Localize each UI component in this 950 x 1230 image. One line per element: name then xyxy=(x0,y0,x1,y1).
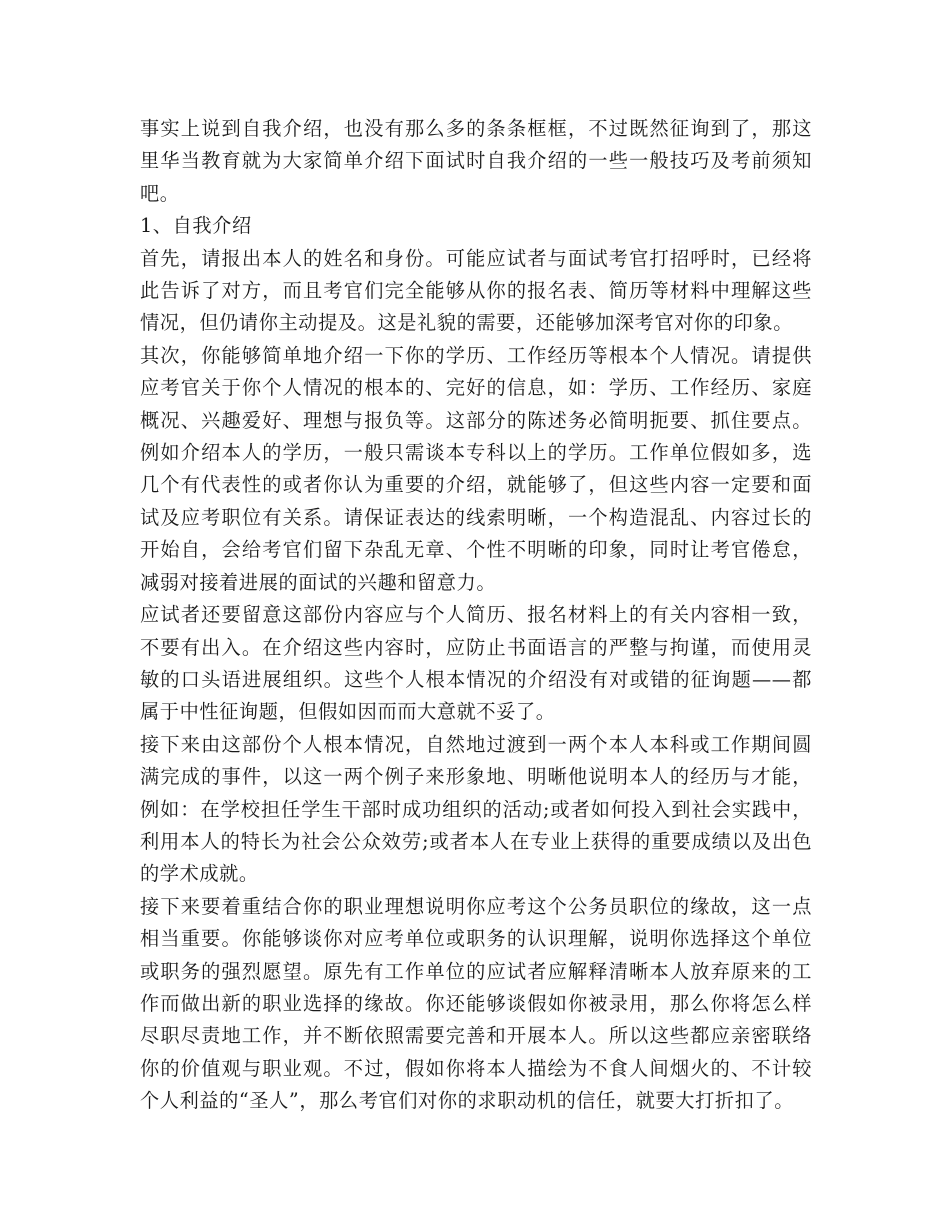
section-heading: 1、自我介绍 xyxy=(140,214,252,238)
body-paragraph: 首先，请报出本人的姓名和身份。可能应试者与面试考官打招呼时，已经将此告诉了对方，而且考官们完全能够从你的报名表、简历等材料中理解这些情况，但仍请你主动提及。这是礼貌的需要，还能够加深考官对你的印象。 xyxy=(140,246,812,335)
document-body xyxy=(140,113,812,1118)
body-paragraph: 应试者还要留意这部份内容应与个人简历、报名材料上的有关内容相一致，不要有出入。在介绍这些内容时，应防止书面语言的严整与拘谨，而使用灵敏的口头语进展组织。这些个人根本情况的介绍没有对或错的征询题——都属于中性征询题，但假如因而而大意就不妥了。 xyxy=(140,603,812,724)
body-paragraph: 接下来由这部份个人根本情况，自然地过渡到一两个本人本科或工作期间圆满完成的事件，以这一两个例子来形象地、明晰他说明本人的经历与才能，例如：在学校担任学生干部时成功组织的活动;或者如何投入到社会实践中，利用本人的特长为社会公众效劳;或者本人在专业上获得的重要成绩以及出色的学术成就。 xyxy=(140,732,812,886)
body-paragraph: 接下来要着重结合你的职业理想说明你应考这个公务员职位的缘故，这一点相当重要。你能够谈你对应考单位或职务的认识理解，说明你选择这个单位或职务的强烈愿望。原先有工作单位的应试者应解释清晰本人放弃原来的工作而做出新的职业选择的缘故。你还能够谈假如你被录用，那么你将怎么样尽职尽责地工作，并不断依照需要完善和开展本人。所以这些都应亲密联络你的价值观与职业观。不过，假如你将本人描绘为不食人间烟火的、不计较个人利益的“圣人”，那么考官们对你的求职动机的信任，就要大打折扣了。 xyxy=(140,894,812,1113)
intro-paragraph: 事实上说到自我介绍，也没有那么多的条条框框，不过既然征询到了，那这里华当教育就为大家简单介绍下面试时自我介绍的一些一般技巧及考前须知吧。 xyxy=(140,117,812,205)
body-paragraph: 其次，你能够简单地介绍一下你的学历、工作经历等根本个人情况。请提供应考官关于你个人情况的根本的、完好的信息，如：学历、工作经历、家庭概况、兴趣爱好、理想与报负等。这部分的陈述务必简明扼要、抓住要点。例如介绍本人的学历，一般只需谈本专科以上的学历。工作单位假如多，选几个有代表性的或者你认为重要的介绍，就能够了，但这些内容一定要和面试及应考职位有关系。请保证表达的线索明晰，一个构造混乱、内容过长的开始自，会给考官们留下杂乱无章、个性不明晰的印象，同时让考官倦怠，减弱对接着进展的面试的兴趣和留意力。 xyxy=(140,343,812,594)
